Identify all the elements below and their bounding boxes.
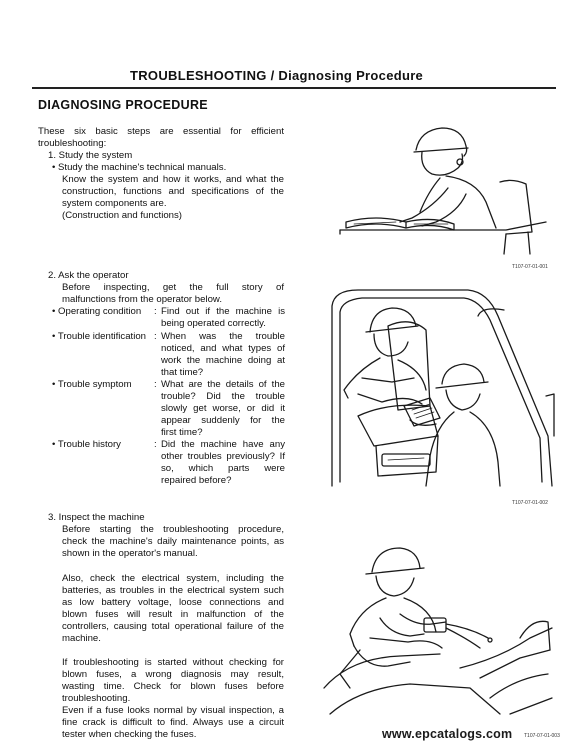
- intro-line-2: troubleshooting:: [38, 138, 107, 149]
- item-text: What are the details of the: [161, 379, 285, 390]
- title-rule: [32, 87, 556, 89]
- step3-para3-line-6: fine crack is difficult to find. Always use a circuit: [62, 717, 284, 728]
- item-text: Find out if the machine is: [161, 306, 285, 317]
- item-label-trouble-history: • Trouble history: [52, 439, 121, 450]
- step3-heading: 3. Inspect the machine: [48, 512, 145, 523]
- item-text: slowly get worse, or did it: [161, 403, 285, 414]
- item-text: first time?: [161, 427, 203, 438]
- item-text: so, which parts were: [161, 463, 285, 474]
- step3-para3-line-4: troubleshooting.: [62, 693, 131, 704]
- step2-intro-line-1: Before inspecting, get the full story of: [62, 282, 284, 293]
- step3-para2-line-4: blown fuses will result in malfunction of the: [62, 609, 284, 620]
- item-text: that time?: [161, 367, 204, 378]
- item-text: being operated correctly.: [161, 318, 266, 329]
- item-sep: :: [154, 306, 157, 317]
- technician-interviewing-operator-illustration: [318, 286, 558, 496]
- item-label-trouble-symptom: • Trouble symptom: [52, 379, 132, 390]
- figure2-caption: T107-07-01-002: [512, 500, 548, 506]
- watermark-figure-code: T107-07-01-003: [524, 733, 560, 739]
- step3-para3-line-5: Even if a fuse looks normal by visual inspection, a: [62, 705, 284, 716]
- step2-heading: 2. Ask the operator: [48, 270, 129, 281]
- intro-line-1: These six basic steps are essential for efficient: [38, 126, 284, 137]
- technician-reading-manual-illustration: [336, 122, 552, 262]
- step1-line-2: construction, functions and specifications of the: [62, 186, 284, 197]
- page-title: TROUBLESHOOTING / Diagnosing Procedure: [130, 68, 424, 83]
- step3-para3-line-1: If troubleshooting is started without checking for: [62, 657, 284, 668]
- step3-para3-line-7: tester when checking the fuses.: [62, 729, 197, 740]
- step1-bullet: • Study the machine's technical manuals.: [52, 162, 227, 173]
- item-text: When was the trouble: [161, 331, 285, 342]
- item-sep: :: [154, 439, 157, 450]
- item-sep: :: [154, 331, 157, 342]
- figure1-caption: T107-07-01-001: [512, 264, 548, 270]
- item-text: appear suddenly for the: [161, 415, 285, 426]
- item-text: noticed, and what types of: [161, 343, 285, 354]
- step3-para1-line-3: shown in the operator's manual.: [62, 548, 198, 559]
- section-heading: DIAGNOSING PROCEDURE: [38, 98, 208, 112]
- item-text: work the machine doing at: [161, 355, 285, 366]
- item-text: other troubles previously? If: [161, 451, 285, 462]
- step3-para2-line-2: batteries, as troubles in the electrical system such: [62, 585, 284, 596]
- step3-para1-line-1: Before starting the troubleshooting procedure,: [62, 524, 284, 535]
- step3-para3-line-3: wasting time. Check for blown fuses before: [62, 681, 284, 692]
- step1-line-1: Know the system and how it works, and what the: [62, 174, 284, 185]
- item-label-trouble-identification: • Trouble identification: [52, 331, 147, 342]
- step3-para2-line-3: as low battery voltage, loose connections and: [62, 597, 284, 608]
- step3-para2-line-6: machine.: [62, 633, 101, 644]
- step1-line-3: system components are.: [62, 198, 167, 209]
- step3-para2-line-1: Also, check the electrical system, including the: [62, 573, 284, 584]
- item-text: repaired before?: [161, 475, 232, 486]
- step2-intro-line-2: malfunctions from the operator below.: [62, 294, 222, 305]
- step3-para3-line-2: blown fuses, a wrong diagnosis may result,: [62, 669, 284, 680]
- watermark: www.epcatalogs.com: [382, 727, 513, 741]
- item-text: trouble? Did the trouble: [161, 391, 285, 402]
- item-text: Did the machine have any: [161, 439, 285, 450]
- technician-inspecting-machine-illustration: [320, 538, 556, 724]
- step1-heading: 1. Study the system: [48, 150, 133, 161]
- step1-line-4: (Construction and functions): [62, 210, 182, 221]
- step3-para2-line-5: controllers, causing total operational failure of the: [62, 621, 284, 632]
- item-label-operating-condition: • Operating condition: [52, 306, 142, 317]
- step3-para1-line-2: check the machine's daily maintenance points, as: [62, 536, 284, 547]
- item-sep: :: [154, 379, 157, 390]
